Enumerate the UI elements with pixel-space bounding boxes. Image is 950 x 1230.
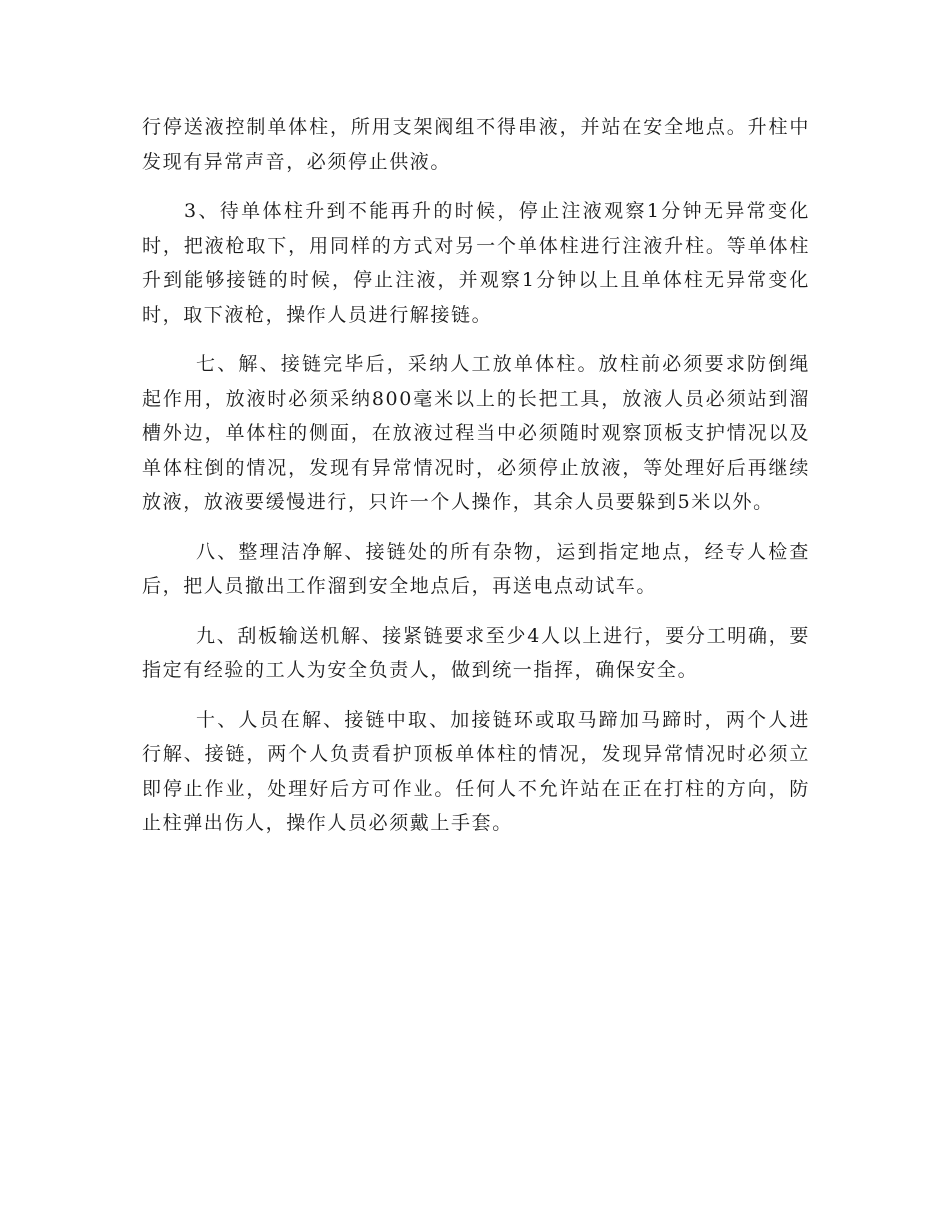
paragraph-section-10: 十、人员在解、接链中取、加接链环或取马蹄加马蹄时，两个人进行解、接链，两个人负责看护顶板单体柱的情况，发现异常情况时必须立即停止作业，处理好后方可作业。任何人不允许站在正在打柱的方向，防止柱弹出伤人，操作人员必须戴上手套。 xyxy=(142,708,810,834)
paragraph-step-3: 3、待单体柱升到不能再升的时候，停止注液观察1分钟无异常变化时，把液枪取下，用同样的方式对另一个单体柱进行注液升柱。等单体柱升到能够接链的时候，停止注液，并观察1分钟以上且单体柱无异常变化时，取下液枪，操作人员进行解接链。 xyxy=(142,200,810,326)
document-body xyxy=(142,110,810,856)
paragraph-section-8: 八、整理洁净解、接链处的所有杂物，运到指定地点，经专人检查后，把人员撤出工作溜到安全地点后，再送电点动试车。 xyxy=(142,540,810,597)
paragraph-section-9: 九、刮板输送机解、接紧链要求至少4人以上进行，要分工明确，要指定有经验的工人为安全负责人，做到统一指挥，确保安全。 xyxy=(142,624,810,681)
paragraph-continuation: 行停送液控制单体柱，所用支架阀组不得串液，并站在安全地点。升柱中发现有异常声音，必须停止供液。 xyxy=(142,116,810,173)
paragraph-section-7: 七、解、接链完毕后，采纳人工放单体柱。放柱前必须要求防倒绳起作用，放液时必须采纳800毫米以上的长把工具，放液人员必须站到溜槽外边，单体柱的侧面，在放液过程当中必须随时观察顶板支护情况以及单体柱倒的情况，发现有异常情况时，必须停止放液，等处理好后再继续放液，放液要缓慢进行，只许一个人操作，其余人员要躲到5米以外。 xyxy=(142,353,810,513)
